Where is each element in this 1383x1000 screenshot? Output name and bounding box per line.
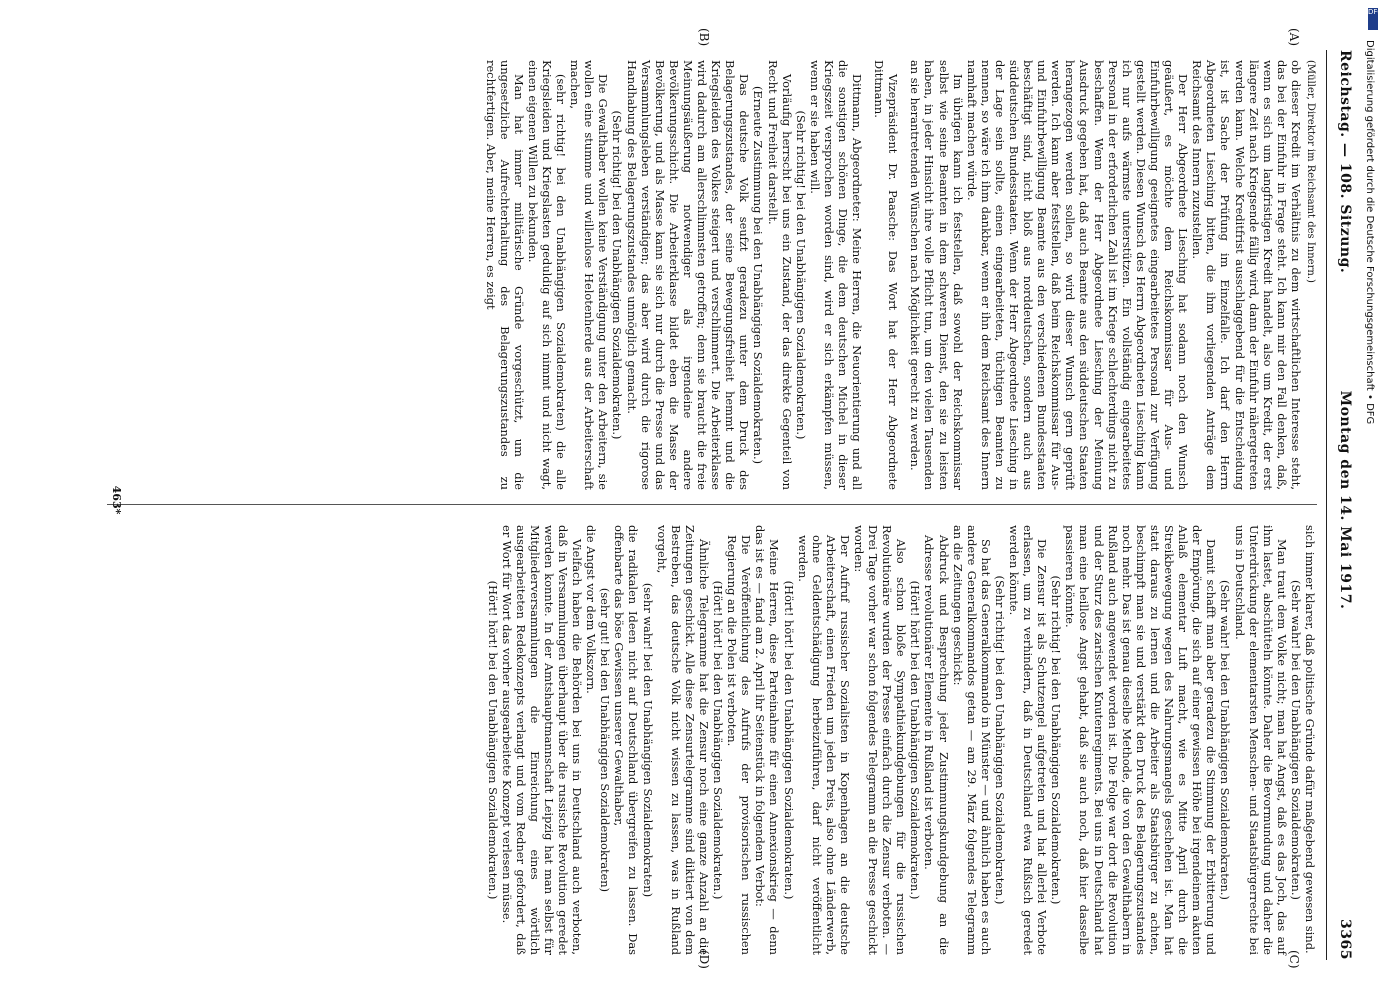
paragraph: Damit schafft man aber geradezu die Stimmung der Erbitterung und der Empörung, die sich auf einer gewissen Höhe bei irgendeinem akuten Anlaß elementar Luft macht, wie es Mitte April durch die Streikbewegung wegen des Nahrungsmangels geschehen ist. Man hat statt daraus zu lernen und die Arbeiter als Staatsbürger zu achten, beschimpft man sie und verstärkt den Druck des Belagerungszustandes noch mehr. Das ist genau dieselbe Methode, die von den Gewalthabern in Rußland auch angewendet worden ist. Die Folge war dort die Revolution und der Sturz des zarischen Knutenregiments. Bei uns in Deutschland hat man eine heillose Angst gehabt, daß sie auch noch, daß hier dasselbe passieren könnte.: [1063, 525, 1219, 955]
paragraph: die Angst vor dem Volkszorn.: [584, 525, 599, 694]
paragraph: Dittmann, Abgeordneter: Meine Herren, die Neuorientierung und all die sonstigen schönen Dinge, die dem deutschen Michel in dieser Kriegszeit versprochen worden sind, wird er sich erkämpfen müssen, wenn er sie haben will.: [807, 60, 865, 490]
digitization-note: Digitalisierung gefördert durch die Deutsche Forschungsgemeinschaft • DFG: [1364, 40, 1375, 425]
interjection: (Hört! hört! bei den Unabhängigen Sozialdemokraten.): [485, 580, 500, 900]
header-left: Reichstag. — 108. Sitzung.: [1337, 50, 1353, 274]
quoted-telegram: Abdruck und Besprechung jeder Zustimmungskundgebung an die Adresse revolutionärer Elemente in Rußland ist verboten.: [922, 535, 951, 955]
column-divider: [107, 504, 1317, 505]
margin-marker-a: (A): [1287, 28, 1301, 47]
paragraph: Die Gewalthaber wollen keine Verständigung unter den Arbeitern, sie wollen eine stumme und willenlose Helotenherde aus der Arbeiterschaft machen,: [568, 60, 611, 490]
paragraph: Vorläufig herrscht bei uns ein Zustand, der das direkte Gegenteil von Recht und Freiheit darstellt.: [765, 60, 794, 490]
interjection: (Sehr wahr! bei den Unabhängigen Sozialdemokraten.): [1218, 580, 1233, 900]
paragraph: Vizepräsident Dr. Paasche: Das Wort hat der Herr Abgeordnete Dittmann.: [872, 60, 901, 490]
interjection: (Erneute Zustimmung bei den Unabhängigen Sozialdemokraten.): [751, 85, 766, 465]
paragraph: Die Zensur ist als Schutzengel aufgetreten und hat allerlei Verbote erlassen, um zu verhindern, daß in Deutschland etwa Rußisch geredet werden könnte.: [1007, 525, 1050, 955]
quoted-telegram: Der Aufruf russischer Sozialisten in Kopenhagen an die deutsche Arbeiterschaft, einen Frieden um jeden Preis, also ohne Länderwerb, ohne Geldentschädigung herbeizuführen, darf nicht veröffentlicht werden.: [795, 535, 852, 955]
paragraph: Man hat immer militärische Gründe vorgeschützt, um die ungesetzliche Aufrechterhaltung des Belagerungszustandes zu rechtfertigen. Aber, meine Herren, es zeigt: [483, 60, 526, 490]
interjection: (Sehr richtig! bei den Unabhängigen Sozialdemokraten.): [1049, 575, 1064, 905]
right-column: [485, 525, 1317, 955]
interjection: (Hört! hört! bei den Unabhängigen Sozialdemokraten.): [908, 580, 923, 900]
paragraph: die radikalen Ideen nicht auf Deutschland übergreifen zu lassen. Das offenbarte das böse Gewissen unserer Gewalthaber,: [612, 525, 641, 955]
quoted-telegram: Die Veröffentlichung des Aufrufs der provisorischen russischen Regierung an die Polen ist verboten.: [725, 535, 754, 955]
margin-marker-d: (D): [697, 950, 711, 969]
running-header: [1331, 20, 1353, 980]
dfg-logo-badge: [1368, 8, 1383, 30]
dfg-badge-label: DFG: [1368, 8, 1383, 16]
interjection: (Sehr wahr! bei den Unabhängigen Sozialdemokraten.): [1288, 580, 1303, 900]
paragraph: Der Herr Abgeordnete Liesching hat sodann noch den Wunsch geäußert, es möchte dem Reichskommissar für Aus- und Einfuhrbewilligung geeignetes eingearbeitetes Personal zur Verfügung gestellt werden. Diesen Wunsch des Herrn Abgeordneten Liesching kann ich nur aufs wärmste unterstützen. Ein vollständig eingearbeitetes Personal in der erforderlichen Zahl ist im Kriege schlechterdings nicht zu beschaffen. Wenn der Herr Abgeordnete Liesching der Meinung Ausdruck gegeben hat, daß auch Beamte aus den süddeutschen Staaten herangezogen werden sollen, so wird dieser Wunsch gern geprüft werden. Ich kann aber feststellen, daß beim Reichskommissar für Aus- und Einfuhrbewilligung Beamte aus den verschiedenen Bundesstaaten beschäftigt sind, nicht bloß aus norddeutschen, sondern auch aus süddeutschen Bundesstaaten. Wenn der Herr Abgeordnete Liesching in der Lage sein sollte, einen eingearbeiteten, tüchtigen Beamten zu nennen, so wäre ich ihm dankbar, wenn er ihn dem Reichsamt des Innern namhaft machen würde.: [964, 60, 1191, 490]
margin-marker-b: (B): [697, 28, 711, 47]
interjection: (Hört! hört! bei den Unabhängigen Sozialdemokraten.): [781, 580, 796, 900]
rotated-page: [41, 20, 1361, 980]
interjection: (Sehr richtig! bei den Unabhängigen Sozialdemokraten.): [992, 575, 1007, 905]
interjection: (sehr wahr! bei den Unabhängigen Sozialdemokraten): [640, 582, 655, 898]
interjection: (Hört! hört! bei den Unabhängigen Sozialdemokraten.): [711, 580, 726, 900]
interjection: (Sehr richtig! bei den Unabhängigen Sozialdemokraten.): [793, 110, 808, 440]
paragraph: Man traut dem Volke nicht; man hat Angst, daß es das Joch, das auf ihm lastet, abschütteln könnte. Daher die Bevormundung und daher die Unterdrückung der elementarsten Menschen- und Staatsbürgerrechte bei uns in Deutschland.: [1232, 525, 1289, 955]
paragraph: (sehr richtig! bei den Unabhängigen Sozialdemokraten) die alle Kriegsleiden und Kriegslasten geduldig auf sich nimmt und nicht wagt, einen eigenen Willen zu bekunden.: [525, 60, 569, 490]
paragraph: ob dieser Kredit im Verhältnis zu dem wirtschaftlichen Interesse steht, das bei der Einfuhr in Frage steht. Ich kann mir den Fall denken, daß, wenn es sich um langfristigen Kredit handelt, also um Kredit, der erst längere Zeit nach Kriegsende fällig wird, dann der Einfuhr nähergetreten werden kann. Welche Kreditfrist ausschlaggebend für die Entscheidung ist, ist Sache der Prüfung im Einzelfalle. Ich darf den Herrn Abgeordneten Liesching bitten, die ihm vorliegenden Anträge dem Reichsamt des Innern zuzustellen.: [1190, 60, 1303, 490]
header-rule: [1326, 50, 1327, 960]
paragraph: Das deutsche Volk seufzt geradezu unter dem Druck des Belagerungszustandes, der seine Bewegungsfreiheit hemmt und die Kriegsleiden des Volkes steigert und verschlimmert. Die Arbeiterklasse wird dadurch am allerschlimmsten getroffen; denn sie braucht die freie Meinungsäußerung notwendiger als irgendeine andere Bevölkerungsschicht. Die Arbeiterklasse bildet eben die Masse der Bevölkerung, und als Masse kann sie sich nur durch die Presse und das Versammlungsleben verständigen; das aber wird durch die rigorose Handhabung des Belagerungszustandes unmöglich gemacht.: [624, 60, 752, 490]
paragraph: Im übrigen kann ich feststellen, daß sowohl der Reichskommissar selbst wie seine Beamten in dem schweren Dienst, den sie zu leisten haben, in jeder Hinsicht ihre volle Pflicht tun, um den vielen Tausenden an sie herantretenden Wünschen nach Möglichkeit gerecht zu werden.: [908, 60, 965, 490]
paragraph: Also schon bloße Sympathiekundgebungen für die russischen Revolutionäre wurden der Presse einfach durch die Zensur verboten. — Drei Tage vorher war schon folgendes Telegramm an die Presse geschickt worden:: [852, 525, 909, 955]
margin-marker-c: (C): [1287, 950, 1301, 969]
left-column: [484, 60, 1317, 490]
paragraph: So hat das Generalkommando in Münster — und ähnlich haben es auch andere Generalkommandos getan — am 29. März folgendes Telegramm an die Zeitungen geschickt:: [950, 525, 993, 955]
speaker-note: (Müller, Direktor im Reichsamt des Innern.): [1305, 60, 1316, 283]
interjection: (sehr gut! bei den Unabhängigen Sozialdemokraten): [598, 587, 613, 893]
paragraph: Vielfach haben die Behörden bei uns in Deutschland auch verboten, daß in Versammlungen überhaupt über die russische Revolution geredet werden konnte. In der Amtshauptmannschaft Leipzig hat man selbst für Mitgliederversammlungen die Einreichung eines wörtlich ausgearbeiteten Redekonzepts verlangt und vom Redner gefordert, daß er Wort für Wort das vorher ausgearbeitete Konzept verlesen müsse.: [499, 525, 585, 955]
paragraph: Ähnliche Telegramme hat die Zensur noch eine ganze Anzahl an die Zeitungen geschickt. Alle diese Zensurtelegramme sind diktiert von dem Bestreben, das deutsche Volk nicht wissen zu lassen, was in Rußland vorgeht,: [654, 525, 711, 955]
page-footer: 463*: [110, 485, 123, 515]
paragraph: sich immer klarer, daß politische Gründe dafür maßgebend gewesen sind.: [1303, 525, 1317, 954]
page-number: 3365: [1337, 919, 1353, 960]
interjection: (Sehr richtig! bei den Unabhängigen Sozialdemokraten.): [610, 110, 625, 440]
header-center: Montag den 14. Mai 1917.: [1337, 390, 1353, 610]
paragraph: Meine Herren, diese Parteinahme für einen Annexionskrieg — denn das ist es — fand am 2. April ihr Seitenstück in folgendem Verbot:: [753, 525, 782, 955]
